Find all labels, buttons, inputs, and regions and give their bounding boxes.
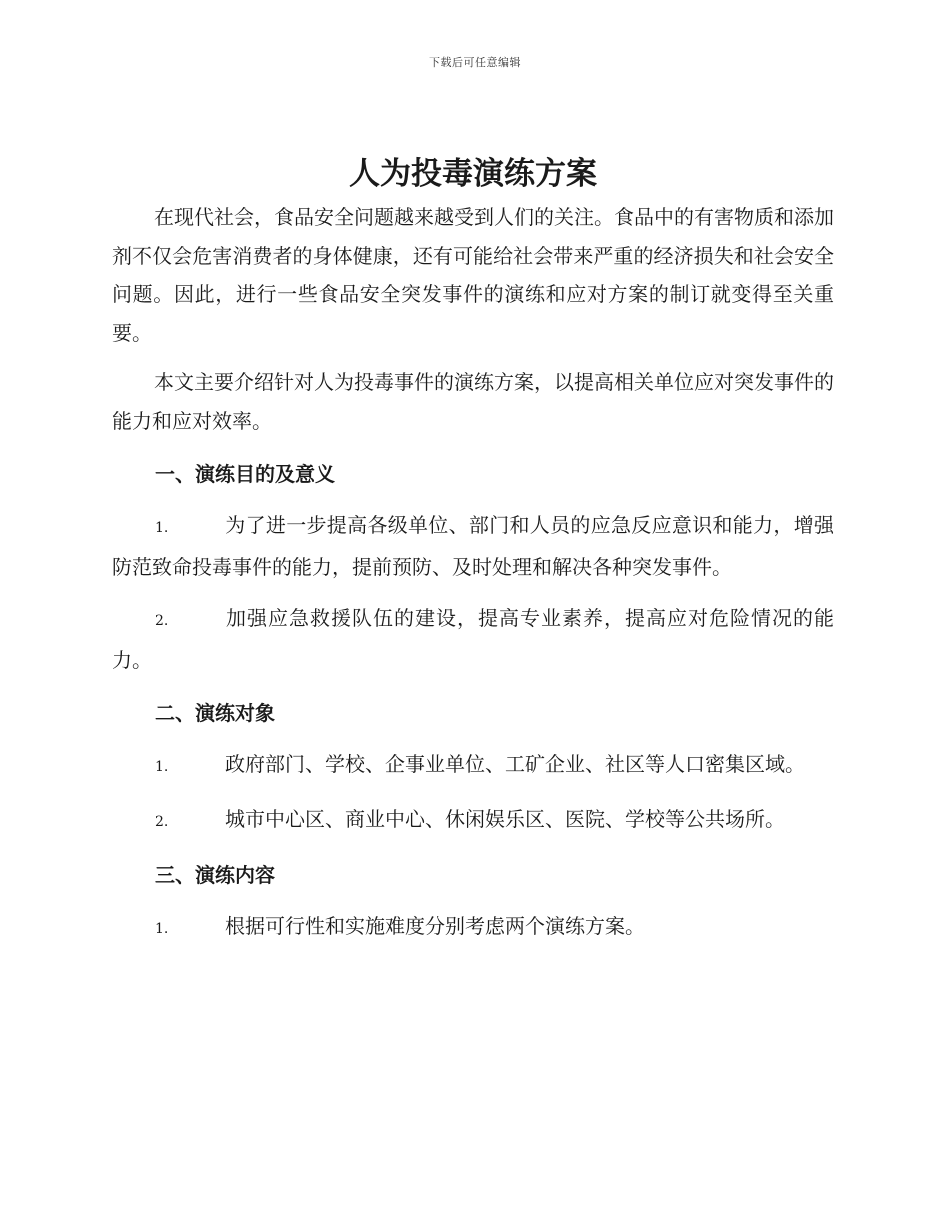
list-item-text: 城市中心区、商业中心、休闲娱乐区、医院、学校等公共场所。 [225, 806, 785, 831]
section-heading: 一、演练目的及意义 [155, 462, 335, 486]
list-item [112, 907, 834, 949]
list-item-text: 为了进一步提高各级单位、部门和人员的应急反应意识和能力，增强防范致命投毒事件的能力，提前预防、及时处理和解决各种突发事件。 [112, 513, 834, 579]
intro-paragraph: 在现代社会，食品安全问题越来越受到人们的关注。食品中的有害物质和添加剂不仅会危害消费者的身体健康，还有可能给社会带来严重的经济损失和社会安全问题。因此，进行一些食品安全突发事件的演练和应对方案的制订就变得至关重要。 [112, 205, 834, 345]
list-item-number: 1. [155, 520, 169, 536]
list-item-text: 政府部门、学校、企事业单位、工矿企业、社区等人口密集区域。 [225, 752, 805, 776]
list-item-number: 1. [155, 921, 169, 937]
list-item-number: 1. [155, 759, 169, 775]
list-item [112, 506, 834, 586]
document-title: 人为投毒演练方案 [349, 156, 597, 192]
intro-paragraph: 本文主要介绍针对人为投毒事件的演练方案，以提高相关单位应对突发事件的能力和应对效率。 [112, 370, 834, 433]
document-body [112, 150, 834, 949]
list-item [112, 745, 834, 787]
list-item [112, 800, 834, 842]
header-note: 下载后可任意编辑 [429, 56, 521, 69]
list-item-text: 根据可行性和实施难度分别考虑两个演练方案。 [225, 914, 645, 938]
section-heading: 三、演练内容 [155, 863, 275, 887]
list-item [112, 599, 834, 679]
list-item-text: 加强应急救援队伍的建设，提高专业素养，提高应对危险情况的能力。 [112, 606, 834, 672]
list-item-number: 2. [155, 613, 169, 629]
section-heading: 二、演练对象 [155, 701, 275, 725]
list-item-number: 2. [155, 813, 169, 830]
